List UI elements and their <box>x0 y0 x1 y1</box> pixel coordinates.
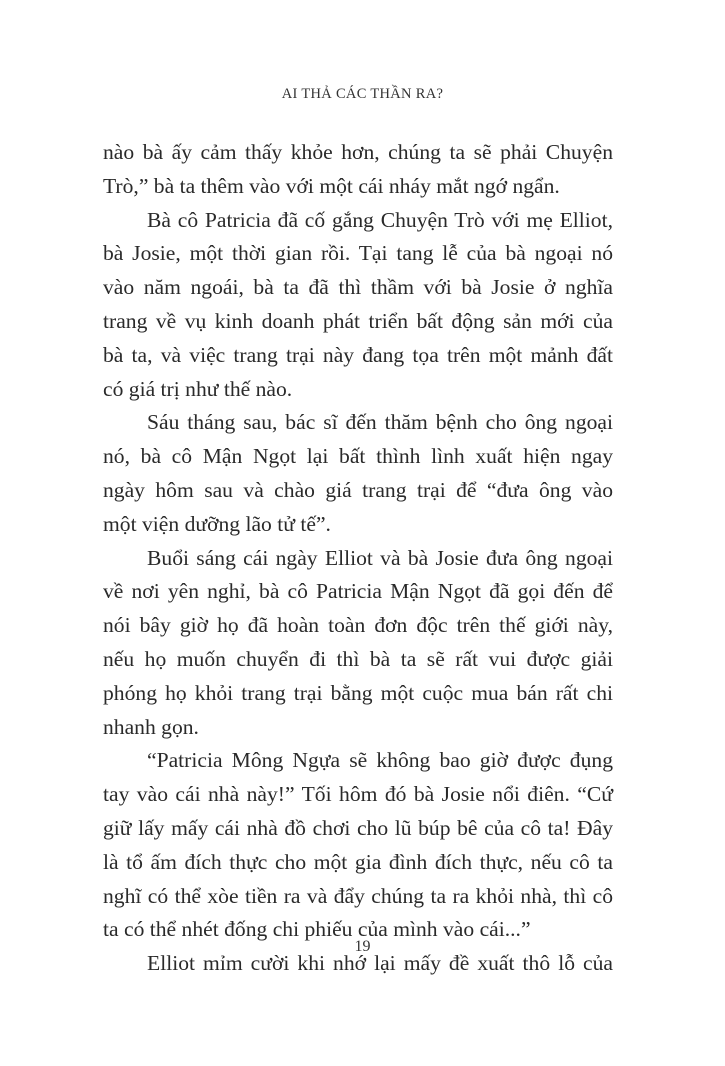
text-line: Trò,” bà ta thêm vào với một cái nháy mắt ngớ ngẩn. <box>103 173 560 198</box>
text-line: vào năm ngoái, bà ta đã thì thầm với bà Josie ở nghĩa <box>103 275 613 300</box>
text-line: trang về vụ kinh doanh phát triển bất động sản mới của <box>103 308 613 333</box>
text-line: nói bây giờ họ đã hoàn toàn đơn độc trên thế giới này, <box>103 613 613 638</box>
text-line: có giá trị như thế nào. <box>103 376 293 401</box>
text-line: phóng họ khỏi trang trại bằng một cuộc mua bán rất chi <box>103 680 613 705</box>
text-line: “Patricia Mông Ngựa sẽ không bao giờ được đụng <box>147 748 613 773</box>
text-line: nào bà ấy cảm thấy khỏe hơn, chúng ta sẽ phải Chuyện <box>103 140 613 164</box>
text-line: nghĩ có thể xòe tiền ra và đẩy chúng ta ra khỏi nhà, thì cô <box>103 883 613 908</box>
text-line: một viện dưỡng lão tử tế”. <box>103 511 331 536</box>
text-line: là tổ ấm đích thực cho một gia đình đích thực, nếu cô ta <box>103 849 613 874</box>
text-line: tay vào cái nhà này!” Tối hôm đó bà Josie nổi điên. “Cứ <box>103 782 613 807</box>
text-line: nhanh gọn. <box>103 714 199 739</box>
body-text <box>103 136 613 981</box>
page-number: 19 <box>354 938 371 955</box>
text-line: nó, bà cô Mận Ngọt lại bất thình lình xuất hiện ngay <box>103 444 613 469</box>
text-line: bà Josie, một thời gian rồi. Tại tang lễ của bà ngoại nó <box>103 241 613 266</box>
text-line: Buổi sáng cái ngày Elliot và bà Josie đưa ông ngoại <box>147 545 613 570</box>
text-line: ngày hôm sau và chào giá trang trại để “đưa ông vào <box>103 477 613 502</box>
text-line: Bà cô Patricia đã cố gắng Chuyện Trò với mẹ Elliot, <box>147 207 613 232</box>
text-line: bà ta, và việc trang trại này đang tọa trên một mảnh đất <box>103 342 613 367</box>
text-line: giữ lấy mấy cái nhà đồ chơi cho lũ búp bê của cô ta! Đây <box>103 815 613 840</box>
text-line: nếu họ muốn chuyển đi thì bà ta sẽ rất vui được giải <box>103 646 613 671</box>
text-line: Sáu tháng sau, bác sĩ đến thăm bệnh cho ông ngoại <box>147 410 613 435</box>
text-line: ta có thể nhét đống chi phiếu của mình vào cái...” <box>103 917 531 942</box>
text-line: Elliot mỉm cười khi nhớ lại mấy đề xuất thô lỗ của <box>147 951 613 976</box>
text-line: về nơi yên nghỉ, bà cô Patricia Mận Ngọt đã gọi đến để <box>103 579 613 604</box>
running-header: AI THẢ CÁC THẦN RA? <box>281 86 444 102</box>
